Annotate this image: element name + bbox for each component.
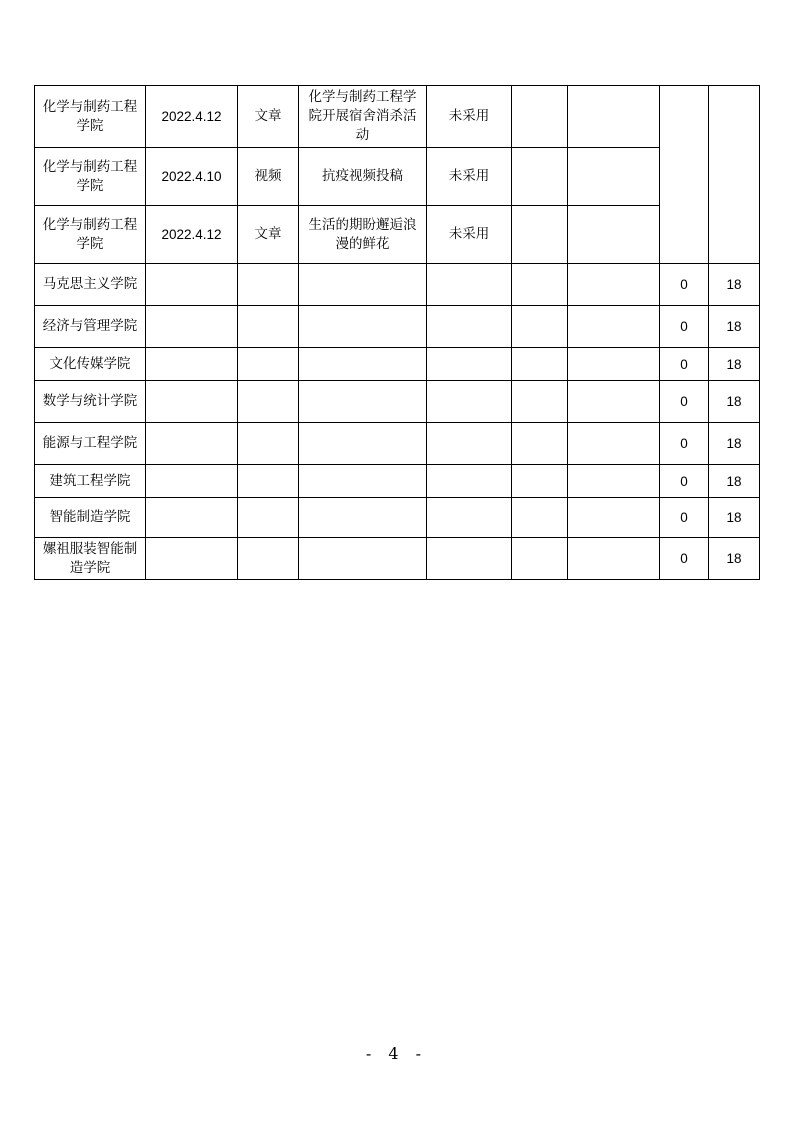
status-cell: 未采用 — [427, 86, 512, 148]
type-cell: 文章 — [238, 86, 299, 148]
count-cell: 0 — [660, 538, 709, 580]
count-cell: 0 — [660, 498, 709, 538]
rank-cell: 18 — [709, 538, 760, 580]
type-cell: 文章 — [238, 206, 299, 264]
table-row — [35, 538, 760, 580]
table-row — [35, 381, 760, 423]
college-cell: 马克思主义学院 — [35, 264, 146, 306]
table-row — [35, 306, 760, 348]
table-row — [35, 498, 760, 538]
title-cell: 生活的期盼邂逅浪漫的鲜花 — [299, 206, 427, 264]
rank-cell: 18 — [709, 465, 760, 498]
table-row — [35, 86, 760, 148]
rank-cell: 18 — [709, 306, 760, 348]
count-cell: 0 — [660, 423, 709, 465]
college-cell: 经济与管理学院 — [35, 306, 146, 348]
empty-cell — [512, 86, 568, 148]
count-cell: 0 — [660, 465, 709, 498]
title-cell: 抗疫视频投稿 — [299, 148, 427, 206]
college-cell: 化学与制药工程学院 — [35, 86, 146, 148]
empty-cell — [568, 148, 660, 206]
count-cell: 0 — [660, 306, 709, 348]
table-row — [35, 465, 760, 498]
college-cell: 数学与统计学院 — [35, 381, 146, 423]
table-row — [35, 148, 760, 206]
college-cell: 文化传媒学院 — [35, 348, 146, 381]
type-cell: 视频 — [238, 148, 299, 206]
college-cell: 能源与工程学院 — [35, 423, 146, 465]
college-cell: 化学与制药工程学院 — [35, 148, 146, 206]
table-row — [35, 206, 760, 264]
rank-cell: 18 — [709, 381, 760, 423]
college-cell: 智能制造学院 — [35, 498, 146, 538]
submission-table — [34, 85, 760, 580]
status-cell: 未采用 — [427, 206, 512, 264]
table-row — [35, 348, 760, 381]
rank-cell: 18 — [709, 498, 760, 538]
title-cell: 化学与制药工程学院开展宿舍消杀活动 — [299, 86, 427, 148]
empty-cell — [568, 206, 660, 264]
date-cell: 2022.4.12 — [146, 86, 238, 148]
count-cell: 0 — [660, 348, 709, 381]
empty-cell — [512, 206, 568, 264]
college-cell: 建筑工程学院 — [35, 465, 146, 498]
date-cell: 2022.4.10 — [146, 148, 238, 206]
rank-cell: 18 — [709, 264, 760, 306]
merged-rank-cell — [709, 86, 760, 264]
count-cell: 0 — [660, 381, 709, 423]
date-cell: 2022.4.12 — [146, 206, 238, 264]
merged-count-cell — [660, 86, 709, 264]
page-number: - 4 - — [365, 1044, 428, 1063]
status-cell: 未采用 — [427, 148, 512, 206]
empty-cell — [512, 148, 568, 206]
college-cell: 化学与制药工程学院 — [35, 206, 146, 264]
count-cell: 0 — [660, 264, 709, 306]
table-row — [35, 423, 760, 465]
table-row — [35, 264, 760, 306]
rank-cell: 18 — [709, 348, 760, 381]
empty-cell — [568, 86, 660, 148]
college-cell: 嫘祖服装智能制造学院 — [35, 538, 146, 580]
rank-cell: 18 — [709, 423, 760, 465]
